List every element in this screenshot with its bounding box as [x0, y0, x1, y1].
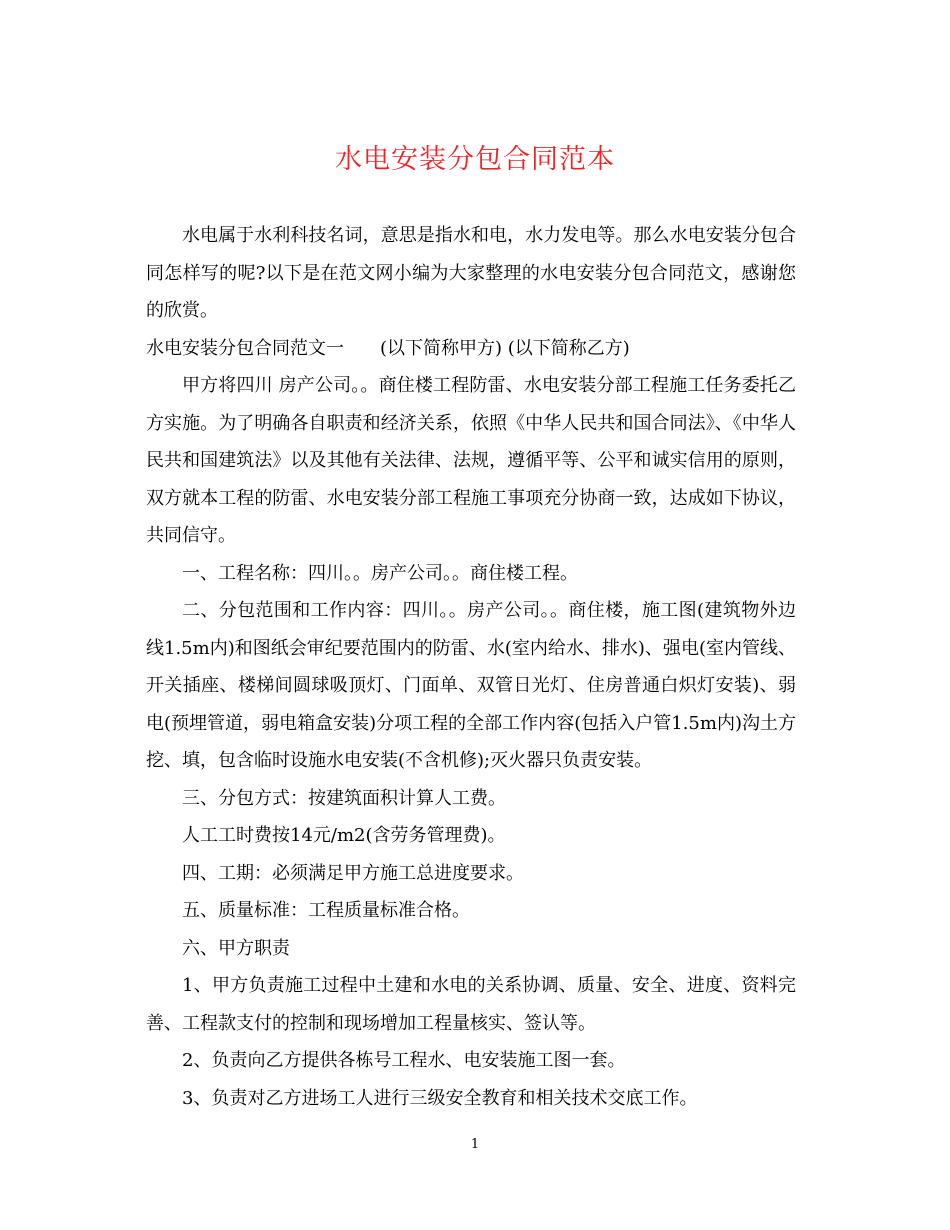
paragraph-scope: 二、分包范围和工作内容：四川。。房产公司。。商住楼，施工图(建筑物外边线1.5m内)和图纸会审纪要范围内的防雷、水(室内给水、排水)、强电(室内管线、开关插座、楼梯间圆球吸顶灯、门面单、双管日光灯、住房普通白炽灯安装)、弱电(预埋管道，弱电箱盒安装)分项工程的全部工作内容(包括入户管1.5m内)沟土方挖、填，包含临时设施水电安装(不含机修);灭火器只负责安装。 — [146, 600, 796, 771]
document-body — [146, 217, 796, 1117]
paragraph-delegation: 甲方将四川 房产公司。。商住楼工程防雷、水电安装分部工程施工任务委托乙方实施。为了明确各自职责和经济关系，依照《中华人民共和国合同法》、《中华人民共和国建筑法》以及其他有关法律、法规，遵循平等、公平和诚实信用的原则，双方就本工程的防雷、水电安装分部工程施工事项充分协商一致，达成如下协议，共同信守。 — [146, 375, 796, 546]
paragraph-duty-3: 3、负责对乙方进场工人进行三级安全教育和相关技术交底工作。 — [182, 1087, 698, 1109]
page-number: 1 — [470, 1137, 480, 1152]
paragraph-project-name: 一、工程名称：四川。。房产公司。。商住楼工程。 — [182, 562, 578, 584]
paragraph-labor-rate: 人工工时费按14元/m2(含劳务管理费)。 — [182, 825, 506, 846]
paragraph-sample-heading: 水电安装分包合同范文一 (以下简称甲方) (以下简称乙方) — [146, 337, 630, 359]
paragraph-quality: 五、质量标准：工程质量标准合格。 — [182, 900, 470, 921]
document-title: 水电安装分包合同范本 — [335, 144, 615, 175]
paragraph-schedule: 四、工期：必须满足甲方施工总进度要求。 — [182, 862, 524, 884]
paragraph-intro: 水电属于水利科技名词，意思是指水和电，水力发电等。那么水电安装分包合同怎样写的呢?以下是在范文网小编为大家整理的水电安装分包合同范文，感谢您的欣赏。 — [146, 225, 796, 321]
paragraph-party-a-duties: 六、甲方职责 — [182, 937, 290, 959]
paragraph-method: 三、分包方式：按建筑面积计算人工费。 — [182, 787, 506, 809]
paragraph-duty-1: 1、甲方负责施工过程中土建和水电的关系协调、质量、安全、进度、资料完善、工程款支付的控制和现场增加工程量核实、签认等。 — [146, 975, 796, 1034]
paragraph-duty-2: 2、负责向乙方提供各栋号工程水、电安装施工图一套。 — [182, 1050, 626, 1071]
